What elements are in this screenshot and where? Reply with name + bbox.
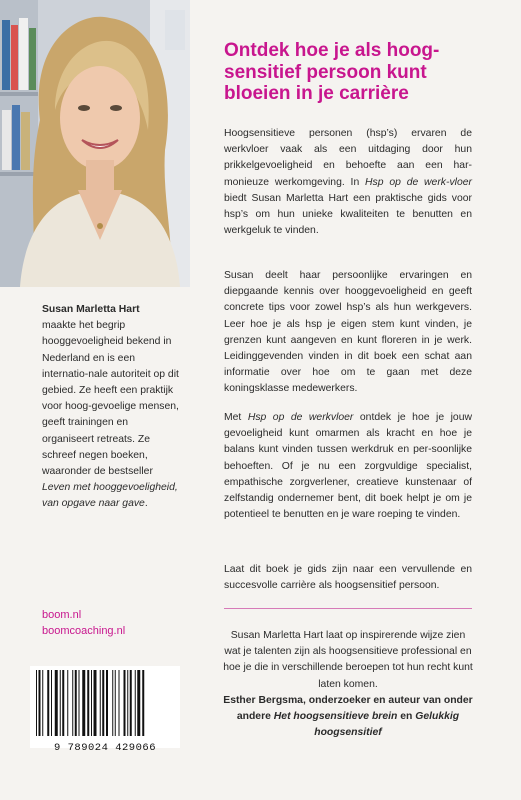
barcode-bar [82,670,85,736]
barcode-bar [42,670,43,736]
link-boom[interactable]: boom.nl [42,609,82,621]
paragraph-3-part: Met [224,412,248,423]
barcode-bar [135,670,136,736]
barcode-bar [127,670,128,736]
attribution-text: Esther Bergsma, onderzoeker en auteur van onder andere [223,694,473,723]
barcode-bar [87,670,89,736]
barcode-bar [47,670,49,736]
book-title-italic: Hsp op de werk-vloer [365,176,472,188]
isbn-barcode [30,666,180,748]
author-photo [0,0,190,287]
quote-attribution [222,693,474,742]
barcode-bars [30,666,180,740]
attribution-connector: en [397,711,416,723]
barcode-bar [130,670,132,736]
barcode-bar [112,670,113,736]
paragraph-4: Laat dit boek je gids zijn naar een vervullende en succesvolle carrière als hoogsensitief persoon. [224,564,472,592]
author-bio-text [42,318,182,512]
paragraph-3 [224,410,472,523]
barcode-bar [75,670,77,736]
barcode-bar [60,670,61,736]
bio-text-end: . [144,498,148,510]
barcode-bar [79,670,80,736]
barcode-bar [102,670,104,736]
bio-text-part: maakte het begrip hooggevoeligheid bekend in Nederland en is een internatio-nale autoriteit op dit gebied. Ze heeft een praktijk voor hoog-gevoelige mensen, geeft trainingen en organiseert retreats. Ze schreef negen boeken, waaronder de bestseller [42,320,179,478]
paragraph-1-part: Hoogsensitieve personen (hsp’s) ervaren de werkvloer vaak als een uitdaging door hun prikkelgevoeligheid en behoefte aan een har-monieuze werkomgeving. In [224,128,472,188]
barcode-bar [137,670,140,736]
barcode-bar [91,670,92,736]
bestseller-title: Leven met hooggevoeligheid, van opgave naar gave [42,482,178,510]
barcode-bar [142,670,144,736]
author-name: Susan Marletta Hart [42,304,140,315]
barcode-bar [115,670,116,736]
publisher-links [42,607,125,639]
link-boomcoaching[interactable]: boomcoaching.nl [42,625,126,637]
barcode-bar [62,670,64,736]
paragraph-3-end: ontdek je hoe je jouw gevoeligheid kunt omarmen als kracht en hoe je balans kunt vinden tussen werkdruk en per-soonlijke behoeften. Of je nu een zorgvuldige specialist, empathische zorgverlener, creatieve kunstenaar of zelfstandig ondernemer bent, dit boek helpt je om je potentieel te benutten en je ware roeping te vinden. [224,412,472,521]
cited-book-1: Het hoogsensitieve brein [273,711,398,723]
barcode-bar [100,670,101,736]
paragraph-1-end: biedt Susan Marletta Hart een praktische gids voor hsp’s om hun unieke kwaliteiten te benutten en werkgeluk te vinden. [224,192,472,237]
barcode-bar [119,670,120,736]
barcode-bar [36,670,37,736]
barcode-bar [51,670,52,736]
headline: Ontdek hoe je als hoog-sensitief persoon kunt bloeien in je carrière [224,40,440,104]
barcode-bar [55,670,58,736]
book-title-italic: Hsp op de werkvloer [247,412,354,423]
author-bio [42,302,182,513]
barcode-bar [106,670,108,736]
paragraph-1 [224,126,472,239]
barcode-bar [72,670,73,736]
barcode-bar [67,670,68,736]
author-portrait-image [0,0,190,287]
endorsement-quote [222,628,474,741]
paragraph-2: Susan deelt haar persoonlijke ervaringen en diepgaande kennis over hooggevoeligheid en geeft concrete tips voor zowel hsp’s als hun werkgevers. Leer hoe je als hsp je eigen stem kunt vinden, je grenzen kunt aangeven en kunt floreren in je werk. Leidinggevenden vinden in dit boek een schat aan informatie over hoe om te gaan met deze koningsklasse medewerkers. [224,270,472,395]
cited-book-2: Gelukkig hoogsensitief [314,711,460,739]
divider [224,608,472,609]
isbn-number: 9 789024 429066 [53,742,156,754]
barcode-bar [94,670,97,736]
quote-text: Susan Marletta Hart laat op inspirerende wijze zien wat je talenten zijn als hoogsensitieve professional en hoe je die in verschillende beroepen tot hun recht kunt laten komen. [223,630,473,690]
barcode-bar [124,670,126,736]
barcode-bar [39,670,41,736]
